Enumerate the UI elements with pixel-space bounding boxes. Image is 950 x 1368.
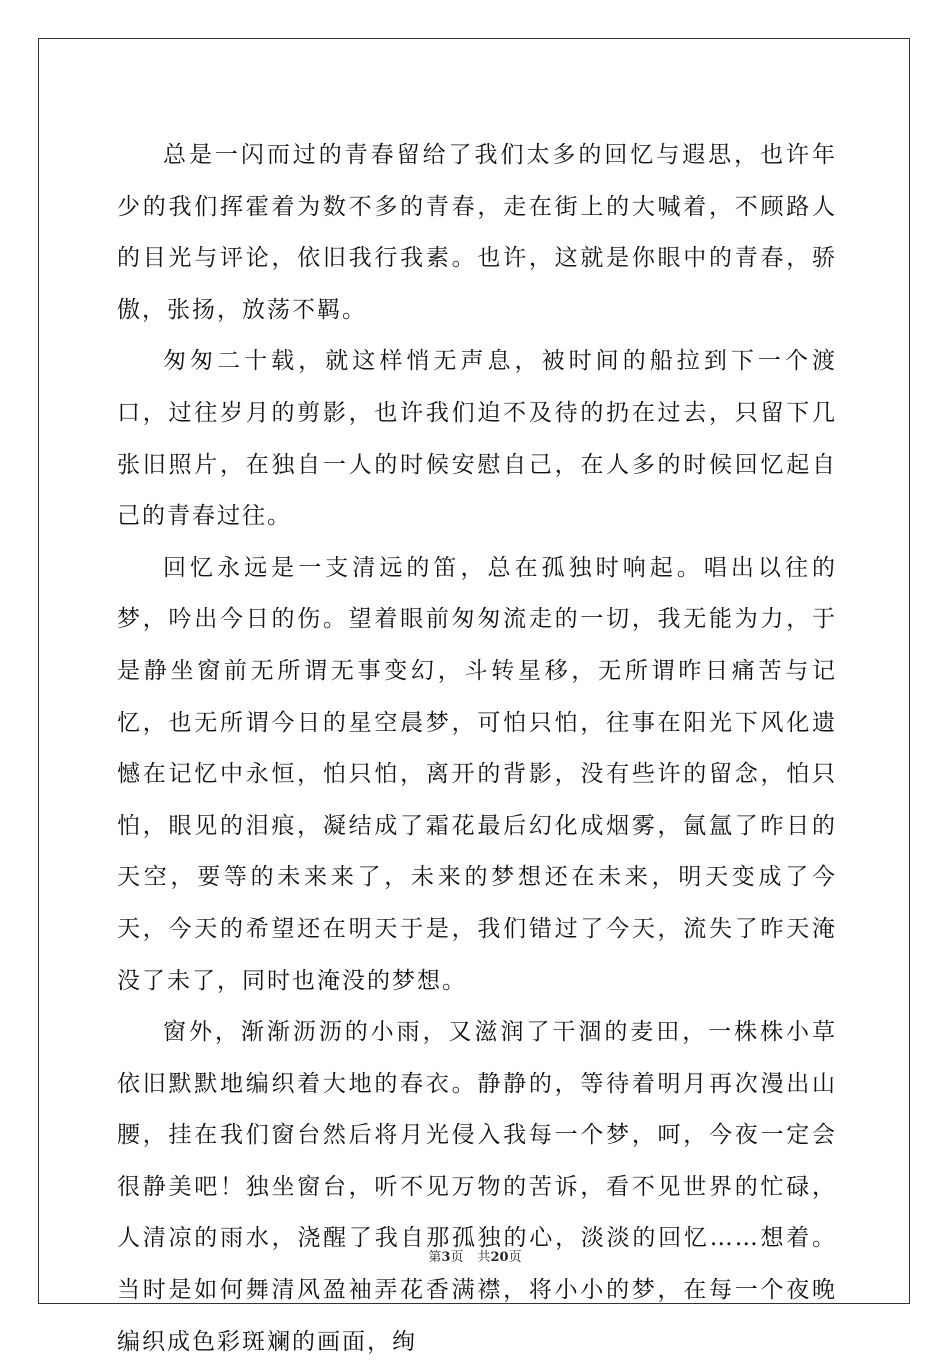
page-footer: [0, 1246, 950, 1265]
total-pages: 20: [490, 1250, 509, 1265]
paragraph-4: 窗外，渐渐沥沥的小雨，又滋润了干涸的麦田，一株株小草依旧默默地编织着大地的春衣。静静的，等待着明月再次漫出山腰，挂在我们窗台然后将月光侵入我每一个梦，呵，今夜一定会很静美吧！独坐窗台，听不见万物的苦诉，看不见世界的忙碌，人清凉的雨水，浇醒了我自那孤独的心，淡淡的回忆……想着。当时是如何舞清风盈袖弄花香满襟，将小小的梦，在每一个夜晚编织成色彩斑斓的画面，绚: [117, 1019, 837, 1355]
total-prefix: 共: [477, 1250, 491, 1265]
page-prefix: 第: [428, 1250, 442, 1265]
page-number: 3: [441, 1250, 451, 1265]
document-body: [117, 130, 837, 1368]
paragraph-2: 匆匆二十载，就这样悄无声息，被时间的船拉到下一个渡口，过往岁月的剪影，也许我们迫不及待的扔在过去，只留下几张旧照片，在独自一人的时候安慰自己，在人多的时候回忆起自己的青春过往。: [117, 348, 837, 530]
paragraph-3: 回忆永远是一支清远的笛，总在孤独时响起。唱出以往的梦，吟出今日的伤。望着眼前匆匆流走的一切，我无能为力，于是静坐窗前无所谓无事变幻，斗转星移，无所谓昨日痛苦与记忆，也无所谓今日的星空晨梦，可怕只怕，往事在阳光下风化遗憾在记忆中永恒，怕只怕，离开的背影，没有些许的留念，怕只怕，眼见的泪痕，凝结成了霜花最后幻化成烟雾，氤氲了昨日的天空，要等的未来来了，未来的梦想还在未来，明天变成了今天，今天的希望还在明天于是，我们错过了今天，流失了昨天淹没了未了，同时也淹没的梦想。: [117, 554, 837, 994]
page-suffix: 页: [450, 1250, 464, 1265]
paragraph-1: 总是一闪而过的青春留给了我们太多的回忆与遐思，也许年少的我们挥霍着为数不多的青春，走在街上的大喊着，不顾路人的目光与评论，依旧我行我素。也许，这就是你眼中的青春，骄傲，张扬，放荡不羁。: [117, 142, 837, 323]
total-suffix: 页: [508, 1250, 522, 1265]
